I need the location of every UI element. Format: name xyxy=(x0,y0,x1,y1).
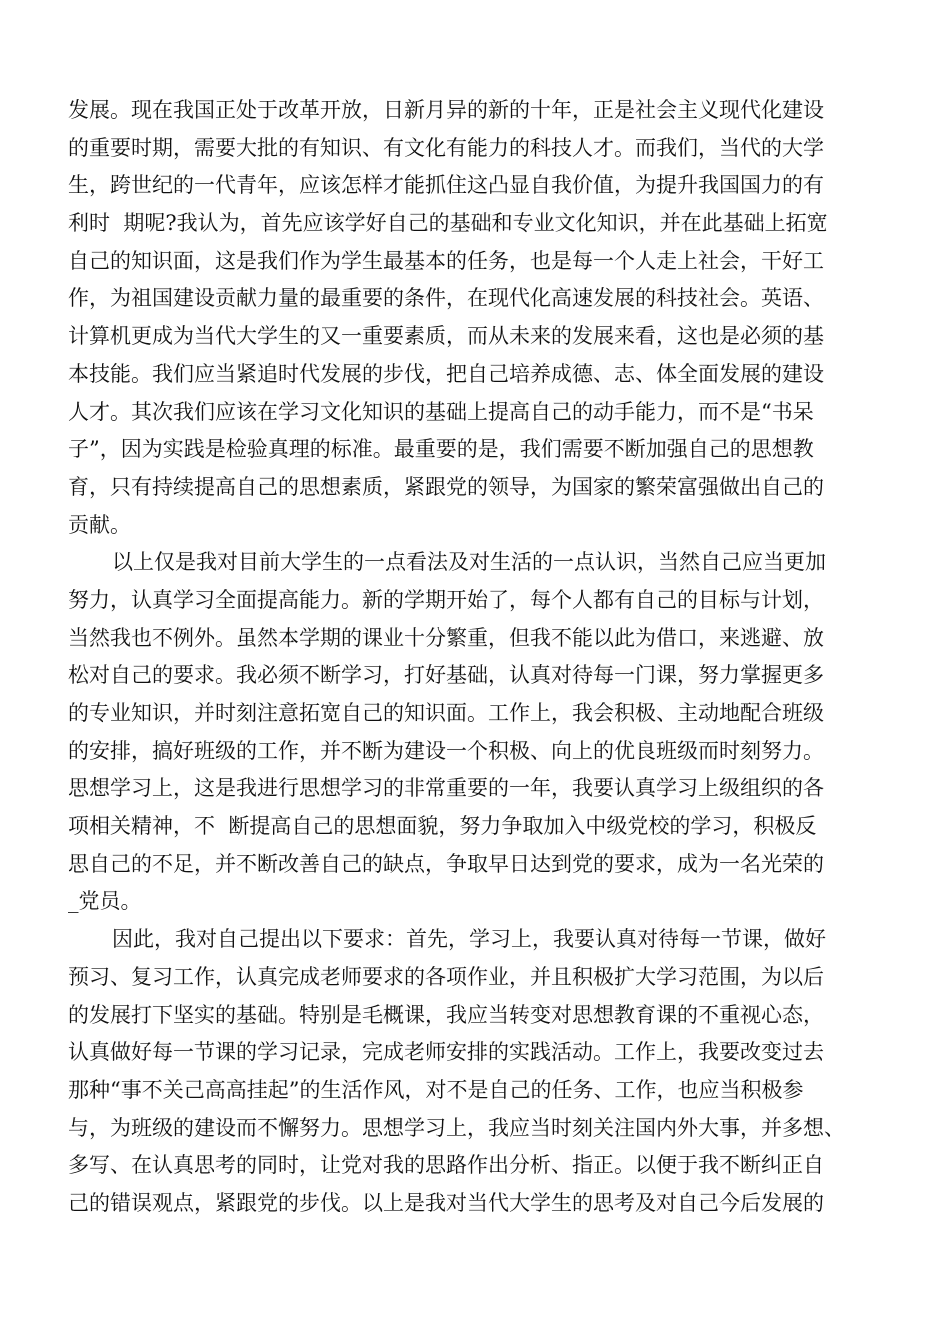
text-line: 发展。现在我国正处于改革开放，日新月异的新的十年，正是社会主义现代化建设 xyxy=(68,98,824,122)
text-line: 思自己的不足，并不断改善自己的缺点，争取早日达到党的要求，成为一名光荣的 xyxy=(68,851,824,876)
text-line: 因此，我对自己提出以下要求：首先，学习上，我要认真对待每一节课，做好 xyxy=(112,927,826,952)
text-line: 的安排，搞好班级的工作，并不断为建设一个积极、向上的优良班级而时刻努力。 xyxy=(68,738,824,763)
text-line: 的发展打下坚实的基础。特别是毛概课，我应当转变对思想教育课的不重视心态， xyxy=(68,1002,824,1027)
text-line: 项相关精神，不 断提高自己的思想面貌，努力争取加入中级党校的学习，积极反 xyxy=(68,814,817,839)
text-line: 利时 期呢?我认为，首先应该学好自己的基础和专业文化知识，并在此基础上拓宽 xyxy=(68,211,828,236)
text-line: 以上仅是我对目前大学生的一点看法及对生活的一点认识，当然自己应当更加 xyxy=(112,550,826,575)
text-line: 育，只有持续提高自己的思想素质，紧跟党的领导，为国家的繁荣富强做出自己的 xyxy=(68,474,824,499)
text-line: _党员。 xyxy=(68,889,142,914)
text-line: 人才。其次我们应该在学习文化知识的基础上提高自己的动手能力，而不是“书呆 xyxy=(68,399,814,424)
text-line: 生，跨世纪的一代青年，应该怎样才能抓住这凸显自我价值，为提升我国国力的有 xyxy=(68,173,824,198)
paragraph xyxy=(68,544,898,921)
text-line: 的重要时期，需要大批的有知识、有文化有能力的科技人才。而我们，当代的大学 xyxy=(68,135,824,160)
text-line: 己的错误观点，紧跟党的步伐。以上是我对当代大学生的思考及对自己今后发展的 xyxy=(68,1190,824,1215)
document-body xyxy=(68,92,898,1223)
text-line: 与，为班级的建设而不懈努力。思想学习上，我应当时刻关注国内外大事，并多想、 xyxy=(68,1115,845,1140)
text-line: 本技能。我们应当紧追时代发展的步伐，把自己培养成德、志、体全面发展的建设 xyxy=(68,361,824,386)
text-line: 作，为祖国建设贡献力量的最重要的条件，在现代化高速发展的科技社会。英语、 xyxy=(68,286,824,311)
text-line: 计算机更成为当代大学生的又一重要素质，而从未来的发展来看，这也是必须的基 xyxy=(68,324,824,349)
text-line: 松对自己的要求。我必须不断学习，打好基础，认真对待每一门课，努力掌握更多 xyxy=(68,663,824,688)
text-line: 努力，认真学习全面提高能力。新的学期开始了，每个人都有自己的目标与计划， xyxy=(68,587,824,612)
text-line: 的专业知识，并时刻注意拓宽自己的知识面。工作上，我会积极、主动地配合班级 xyxy=(68,701,824,725)
text-line: 认真做好每一节课的学习记录，完成老师安排的实践活动。工作上，我要改变过去 xyxy=(68,1040,824,1065)
text-line: 预习、复习工作，认真完成老师要求的各项作业，并且积极扩大学习范围，为以后 xyxy=(68,964,824,989)
text-line: 当然我也不例外。虽然本学期的课业十分繁重，但我不能以此为借口，来逃避、放 xyxy=(68,625,824,650)
text-line: 思想学习上，这是我进行思想学习的非常重要的一年，我要认真学习上级组织的各 xyxy=(68,776,824,801)
text-line: 贡献。 xyxy=(68,512,131,537)
text-line: 那种“事不关己高高挂起”的生活作风，对不是自己的任务、工作，也应当积极参 xyxy=(68,1077,804,1102)
text-line: 多写、在认真思考的同时，让党对我的思路作出分析、指正。以便于我不断纠正自 xyxy=(68,1153,824,1178)
text-line: 子”，因为实践是检验真理的标准。最重要的是，我们需要不断加强自己的思想教 xyxy=(68,437,814,462)
text-line: 自己的知识面，这是我们作为学生最基本的任务，也是每一个人走上社会，干好工 xyxy=(68,248,824,273)
paragraph xyxy=(68,92,898,544)
paragraph xyxy=(68,921,898,1223)
